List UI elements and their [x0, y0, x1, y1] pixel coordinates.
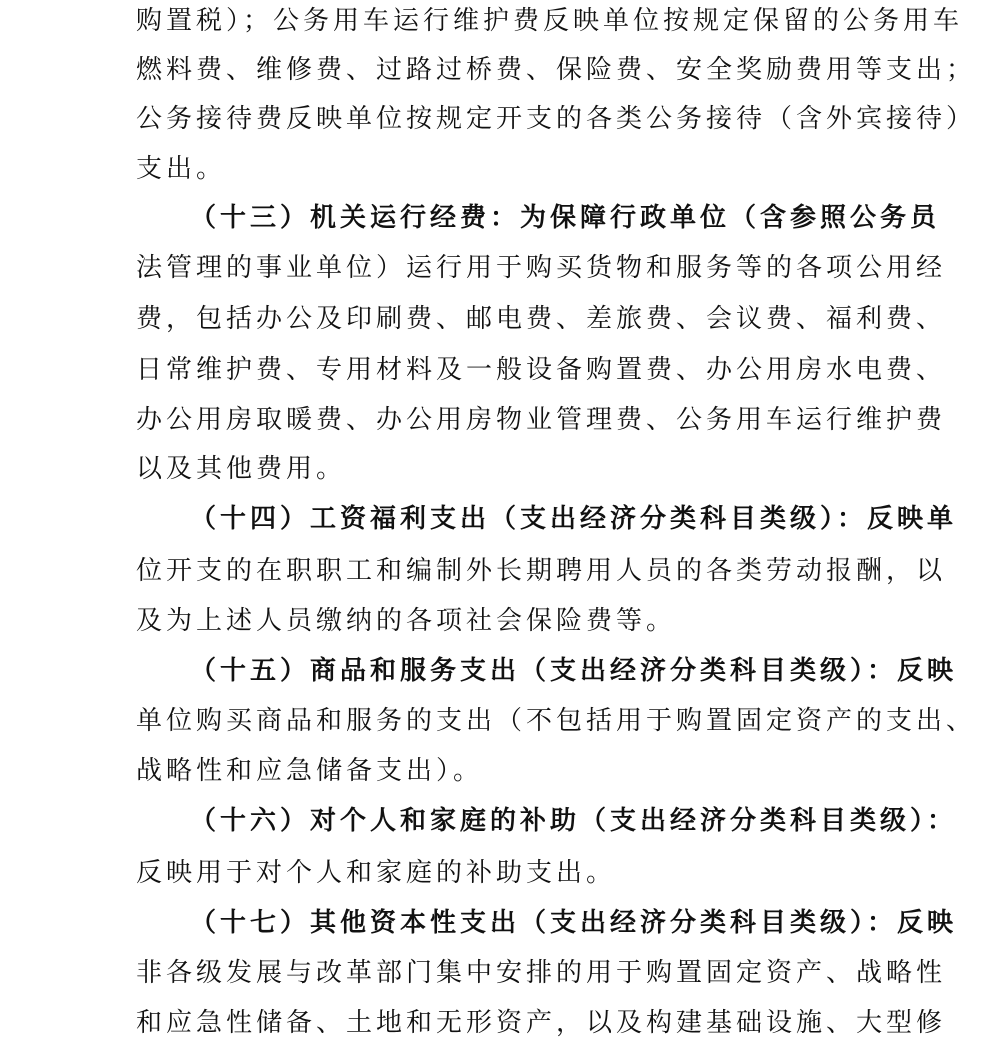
section-14-heading: （十四）工资福利支出（支出经济分类科目类级）：反映单 — [190, 504, 958, 534]
section-17-heading: （十七）其他资本性支出（支出经济分类科目类级）：反映 — [190, 908, 958, 938]
section-16-heading: （十六）对个人和家庭的补助（支出经济分类科目类级）： — [190, 806, 958, 836]
text-line-15: 单位购买商品和服务的支出（不包括用于购置固定资产的支出、 — [136, 706, 977, 736]
text-line-12: 位开支的在职职工和编制外长期聘用人员的各类劳动报酬，以 — [136, 556, 947, 586]
section-15-heading: （十五）商品和服务支出（支出经济分类科目类级）：反映 — [190, 656, 958, 686]
text-line-4: 支出。 — [136, 154, 227, 184]
text-line-16: 战略性和应急储备支出）。 — [136, 756, 484, 786]
text-line-7: 费，包括办公及印刷费、邮电费、差旅费、会议费、福利费、 — [136, 304, 947, 334]
text-line-9: 办公用房取暖费、办公用房物业管理费、公务用车运行维护费 — [136, 405, 947, 435]
text-line-3: 公务接待费反映单位按规定开支的各类公务接待（含外宾接待） — [136, 104, 977, 134]
text-line-21: 和应急性储备、土地和无形资产，以及构建基础设施、大型修 — [136, 1008, 947, 1038]
text-line-10: 以及其他费用。 — [136, 454, 347, 484]
text-line-18: 反映用于对个人和家庭的补助支出。 — [136, 858, 617, 888]
text-line-20: 非各级发展与改革部门集中安排的用于购置固定资产、战略性 — [136, 958, 947, 988]
text-line-1: 购置税）；公务用车运行维护费反映单位按规定保留的公务用车 — [136, 6, 964, 36]
section-13-heading: （十三）机关运行经费：为保障行政单位（含参照公务员 — [190, 203, 941, 233]
text-line-2: 燃料费、维修费、过路过桥费、保险费、安全奖励费用等支出； — [136, 55, 977, 85]
text-line-8: 日常维护费、专用材料及一般设备购置费、办公用房水电费、 — [136, 355, 947, 385]
text-line-13: 及为上述人员缴纳的各项社会保险费等。 — [136, 606, 677, 636]
text-line-6: 法管理的事业单位）运行用于购买货物和服务等的各项公用经 — [136, 253, 947, 283]
